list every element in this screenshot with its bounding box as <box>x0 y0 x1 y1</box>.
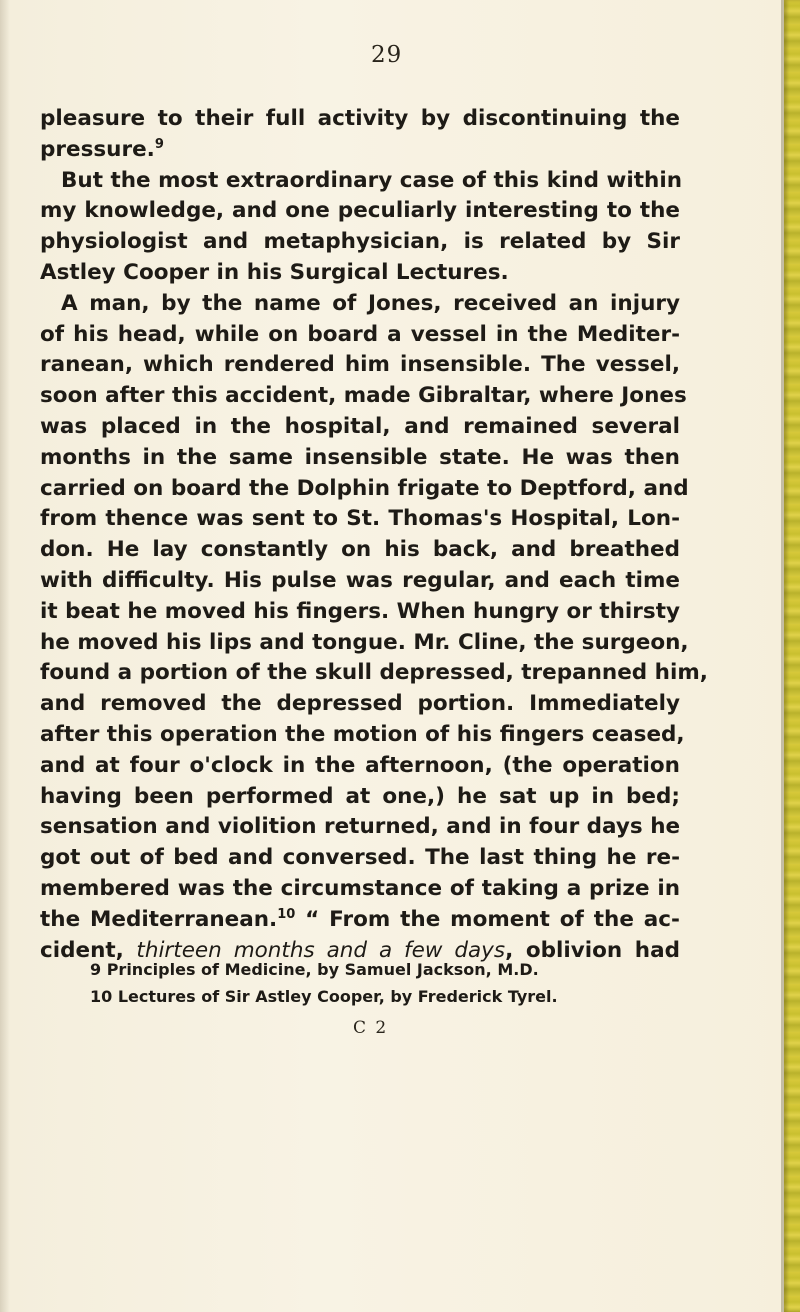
text-line: with difficulty. His pulse was regular, and each time <box>40 567 680 593</box>
text-line: from thence was sent to St. Thomas's Hospital, Lon- <box>40 506 680 532</box>
text-line: having been performed at one,) he sat up in bed; <box>40 783 680 809</box>
text-line <box>40 135 680 166</box>
text-line: pleasure to their full activity by discontinuing the <box>40 106 680 131</box>
text-line: my knowledge, and one peculiarly interesting to the <box>40 198 680 224</box>
page-edge-gilt <box>784 0 800 1312</box>
footnotes <box>90 956 650 1010</box>
text-line: and at four o'clock in the afternoon, (the operation <box>40 752 680 778</box>
text-fragment: , oblivion had <box>505 937 680 963</box>
text-line: soon after this accident, made Gibraltar, where Jones <box>40 383 687 409</box>
text-line: he moved his lips and tongue. Mr. Cline, the surgeon, <box>40 629 689 655</box>
text-line: found a portion of the skull depressed, trepanned him, <box>40 660 708 686</box>
text-line: of his head, while on board a vessel in the Mediter- <box>40 321 680 347</box>
footnote: 10 Lectures of Sir Astley Cooper, by Frederick Tyrel. <box>90 987 558 1006</box>
footnote-ref: 10 <box>277 906 296 922</box>
body-text <box>40 104 708 966</box>
footnote-ref: 9 <box>154 136 164 152</box>
text-line: But the most extraordinary case of this kind within <box>61 167 683 193</box>
text-line: got out of bed and conversed. The last thing he re- <box>40 845 680 871</box>
footnote: 9 Principles of Medicine, by Samuel Jackson, M.D. <box>90 960 539 979</box>
text-line: months in the same insensible state. He was then <box>40 444 680 470</box>
text-line: was placed in the hospital, and remained several <box>40 413 680 439</box>
text-fragment: cident, <box>40 937 137 963</box>
text-line: and removed the depressed portion. Immediately <box>40 691 680 717</box>
text-line: carried on board the Dolphin frigate to Deptford, and <box>40 475 689 501</box>
text-line: after this operation the motion of his fingers ceased, <box>40 721 685 747</box>
signature-mark: C 2 <box>353 1018 389 1038</box>
text-line: don. He lay constantly on his back, and breathed <box>40 537 680 563</box>
text-line <box>40 905 680 936</box>
text-line: Astley Cooper in his Surgical Lectures. <box>40 259 509 285</box>
text-line: ranean, which rendered him insensible. The vessel, <box>40 352 680 378</box>
text-line: A man, by the name of Jones, received an injury <box>61 290 680 316</box>
binding-shadow <box>0 0 10 1312</box>
text-fragment: the Mediterranean. <box>40 906 278 932</box>
page-number: 29 <box>371 42 403 68</box>
text-line: physiologist and metaphysician, is related by Sir <box>40 229 680 255</box>
text-line: membered was the circumstance of taking a prize in <box>40 875 680 901</box>
text-fragment: “ From the moment of the ac- <box>295 906 680 932</box>
text-line: sensation and violition returned, and in four days he <box>40 814 681 840</box>
italic-phrase: thirteen months and a few days <box>136 937 506 963</box>
text-fragment: pressure. <box>40 136 155 162</box>
text-line: it beat he moved his fingers. When hungry or thirsty <box>40 598 680 624</box>
